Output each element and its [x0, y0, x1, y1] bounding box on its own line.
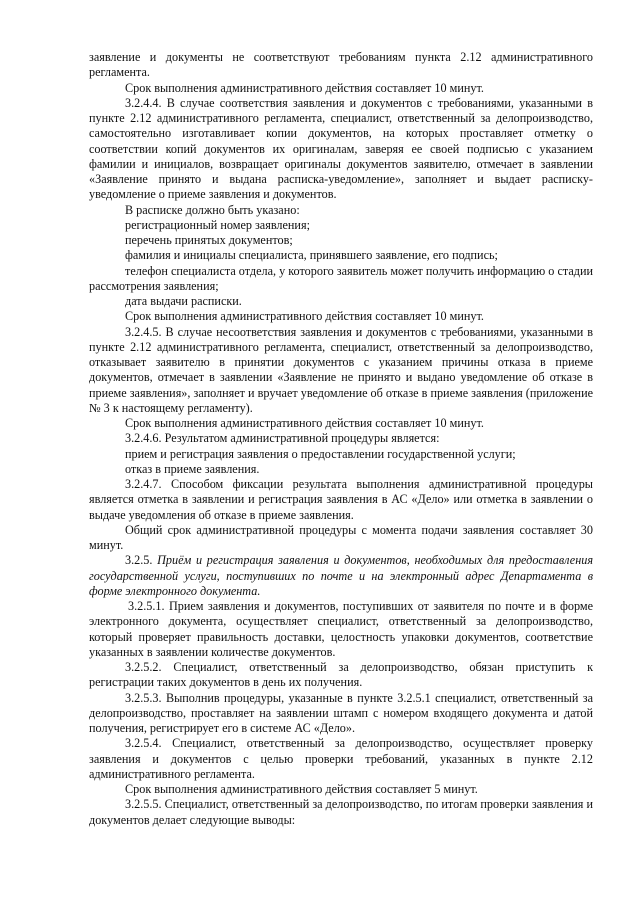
- document-page: [89, 50, 593, 828]
- paragraph: телефон специалиста отдела, у которого заявитель может получить информацию о стадии рассмотрения заявления;: [89, 263, 593, 293]
- paragraph: прием и регистрация заявления о предоставлении государственной услуги;: [125, 446, 516, 461]
- paragraph: 3.2.5.1. Прием заявления и документов, поступивших от заявителя по почте и в форме электронного документа, осуществляет специалист, ответственный за делопроизводство, который проверяет правильность доставки, целостность упаковки документов, соответствие указанных в заявлении количестве документов.: [89, 599, 593, 659]
- paragraph: 3.2.5.3. Выполнив процедуры, указанные в пункте 3.2.5.1 специалист, ответственный за делопроизводство, проставляет на заявлении штамп с номером входящего документа и датой получения, регистрирует его в системе АС «Дело».: [89, 690, 593, 735]
- paragraph: 3.2.5.5. Специалист, ответственный за делопроизводство, по итогам проверки заявления и документов делает следующие выводы:: [89, 797, 593, 827]
- paragraph: Срок выполнения административного действия составляет 10 минут.: [125, 80, 484, 95]
- paragraph: Срок выполнения административного действия составляет 10 минут.: [125, 416, 484, 430]
- paragraph: регистрационный номер заявления;: [125, 217, 310, 232]
- paragraph: 3.2.4.7. Способом фиксации результата выполнения административной процедуры является отметка в заявлении и регистрация заявления в АС «Дело» или отметка в заявлении о выдаче уведомления об отказе в приеме заявления.: [89, 477, 593, 522]
- paragraph: 3.2.5.2. Специалист, ответственный за делопроизводство, обязан приступить к регистрации таких документов в день их получения.: [89, 660, 593, 690]
- paragraph: Общий срок административной процедуры с момента подачи заявления составляет 30 минут.: [89, 522, 593, 552]
- paragraph: 3.2.4.6. Результатом административной процедуры является:: [125, 431, 440, 446]
- paragraph: 3.2.5.4. Специалист, ответственный за делопроизводство, осуществляет проверку заявления и документов с целью проверки требований, указанных в пункте 2.12 административного регламента.: [89, 736, 593, 781]
- paragraph: отказ в приеме заявления.: [125, 461, 260, 476]
- paragraph: Срок выполнения административного действия составляет 10 минут.: [125, 309, 484, 324]
- paragraph: Срок выполнения административного действия составляет 5 минут.: [125, 782, 478, 796]
- section-heading-paragraph: [89, 553, 593, 599]
- paragraph: 3.2.4.4. В случае соответствия заявления и документов с требованиями, указанными в пункте 2.12 административного регламента, специалист, ответственный за делопроизводство, самостоятельно изготавливает копии документов, на которых проставляет отметку о соответствии копий документов их оригиналам, заверяя ее своей подписью с указанием фамилии и инициалов, возвращает оригиналы документов заявителю, отмечает в заявлении «Заявление принято и выдана расписка-уведомление», заполняет и выдает расписку-уведомление о приеме заявления и документов.: [89, 95, 593, 202]
- paragraph: заявление и документы не соответствуют требованиям пункта 2.12 административного регламента.: [89, 50, 593, 80]
- paragraph: перечень принятых документов;: [125, 233, 293, 247]
- paragraph: 3.2.4.5. В случае несоответствия заявления и документов с требованиями, указанными в пункте 2.12 административного регламента, специалист, ответственный за делопроизводство, отказывает заявителю в принятии документов с указанием причины отказа в приеме документов, отмечает в заявлении «Заявление не принято и выдано уведомление об отказе в приеме заявления», заполняет и вручает уведомление об отказе в приеме заявления (приложение № 3 к настоящему регламенту).: [89, 324, 593, 415]
- section-title-italic: Приём и регистрация заявления и документов, необходимых для предоставления государственной услуги, поступивших по почте и на электронный адрес Департамента в форме электронного документа.: [89, 553, 593, 598]
- paragraph: В расписке должно быть указано:: [125, 202, 300, 217]
- paragraph: дата выдачи расписки.: [125, 294, 242, 308]
- section-number: 3.2.5.: [125, 553, 158, 568]
- paragraph: фамилия и инициалы специалиста, принявшего заявление, его подпись;: [125, 248, 498, 263]
